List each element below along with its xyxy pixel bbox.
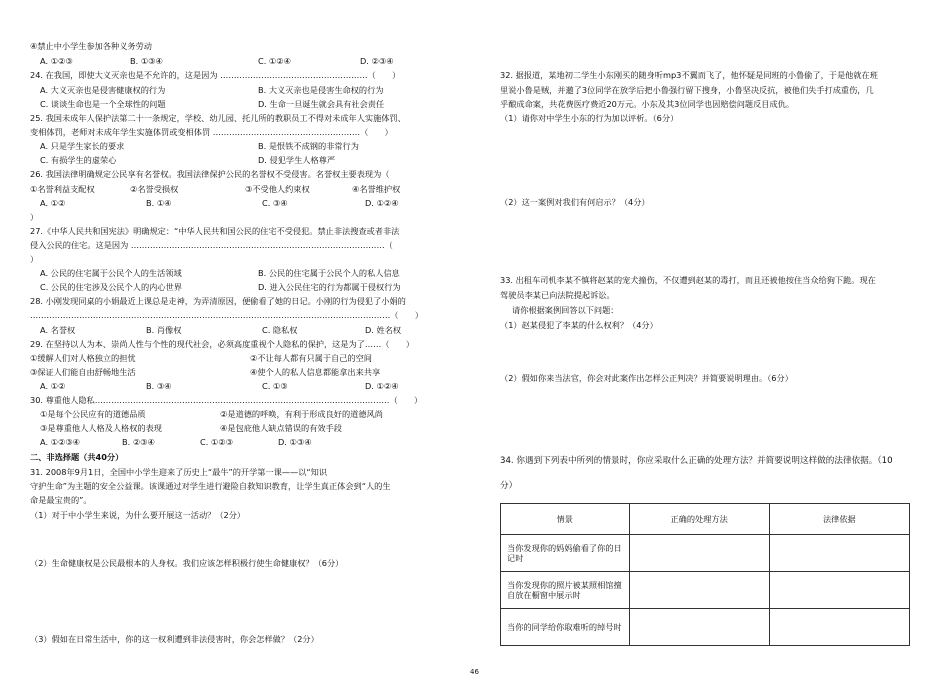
option-c: C. 公民的住宅涉及公民个人的内心世界	[40, 282, 182, 292]
choice-3: ③是尊重他人人格及人格权的表现	[40, 423, 162, 433]
q30-stem: 30. 尊重他人隐私………………………………………………………………………………………………（ ）	[30, 395, 423, 405]
option-b: B. ③④	[146, 381, 172, 391]
option-c: C. 隐私权	[262, 325, 298, 335]
q33-sub2: （2）假如你来当法官，你会对此案作出怎样公正判决？并简要说明理由。（6分）	[500, 373, 793, 383]
q34-stem-2: 分）	[500, 481, 518, 491]
header-situation: 情景	[501, 504, 630, 535]
q31-stem-2: 守护生命”为主题的安全公益课。该课通过对学生进行避险自救知识教育，让学生真正体会到“人的生	[30, 481, 391, 491]
option-b: B. 肖像权	[146, 325, 182, 335]
table-row	[501, 609, 910, 646]
choice-4: ④使个人的私人信息都能拿出来共享	[250, 367, 381, 377]
q33-stem-2: 驾驶员李某已向法院提起诉讼。	[500, 290, 615, 300]
table-header-row	[501, 504, 910, 535]
q25-stem-2: 变相体罚，老师对未成年学生实施体罚或变相体罚 ………………………………………………（ ）	[30, 127, 393, 137]
option-d: D. 姓名权	[365, 325, 402, 335]
option-a: A. ①②	[40, 198, 66, 208]
option-a: A. ①②	[40, 381, 66, 391]
option-b: B. 公民的住宅属于公民个人的私人信息	[258, 268, 400, 278]
q26-end: ）	[30, 212, 39, 222]
answer-cell[interactable]	[769, 535, 909, 572]
q29-stem: 29. 在坚持以人为本、崇尚人性与个性的现代社会，必须高度重视个人隐私的保护，这是为了……（ ）	[30, 339, 415, 349]
option-c: C. ①②④	[258, 56, 291, 66]
answer-cell[interactable]	[769, 609, 909, 646]
option-c: C. ①②③	[200, 437, 233, 447]
q31-stem-1: 31. 2008年9月1日，全国中小学生迎来了历史上“最牛”的开学第一课——以“知识	[30, 467, 328, 477]
q33-sub1: （1）赵某侵犯了李某的什么权利？（4分）	[500, 320, 658, 330]
table-row	[501, 572, 910, 609]
option-b: B. ①④	[146, 198, 172, 208]
q27-stem-3: ）	[30, 254, 39, 264]
header-method: 正确的处理方法	[629, 504, 769, 535]
choice-1: ①名誉利益支配权	[30, 184, 95, 194]
option-c: C. 有损学生的虚荣心	[40, 155, 117, 165]
q23-item4: ④禁止中小学生参加各种义务劳动	[30, 41, 152, 51]
answer-cell[interactable]	[629, 572, 769, 609]
q32-stem-1: 32. 据报道，某地初二学生小东刚买的随身听mp3不翼而飞了，他怀疑是同班的小鲁偷了，于是他就在班	[500, 70, 878, 80]
q32-stem-3: 乎酿成命案，共花费医疗费近20万元。小东及其3位同学也因赔偿问题反目成仇。	[500, 99, 795, 109]
q28-stem-2: ……………………………………………………………………………………………………………………（ ）	[30, 310, 424, 320]
q24-stem: 24. 在我国，即使大义灭亲也是不允许的，这是因为 ………………………………………………（ ）	[30, 70, 401, 80]
q31-sub2: （2）生命健康权是公民最根本的人身权。我们应该怎样积极行使生命健康权？（6分）	[30, 558, 344, 568]
q32-sub1: （1）请你对中学生小东的行为加以评析。（6分）	[500, 113, 679, 123]
option-d: D. ①②④	[365, 381, 399, 391]
q34-stem-1: 34. 你遇到下列表中所列的情景时，你应采取什么正确的处理方法？并简要说明这样做的法律依据。（10	[500, 456, 893, 466]
option-a: A. ①②③	[40, 56, 73, 66]
header-legal-basis: 法律依据	[769, 504, 909, 535]
q28-stem-1: 28. 小刚发现同桌的小娟最近上课总是走神，为弄清原因，便偷看了她的日记。小刚的行为侵犯了小娟的	[30, 296, 406, 306]
table-row	[501, 535, 910, 572]
q25-stem-1: 25. 我国未成年人保护法第二十一条规定，学校、幼儿园、托儿所的教职员工不得对未成年人实施体罚、	[30, 113, 406, 123]
option-b: B. ①③④	[130, 56, 163, 66]
choice-4: ④是包庇他人缺点错误的有效手段	[220, 423, 342, 433]
option-d: D. 进入公民住宅的行为都属于侵权行为	[258, 282, 401, 292]
q27-stem-1: 27.《中华人民共和国宪法》明确规定：“中华人民共和国公民的住宅不受侵犯。禁止非法搜查或者非法	[30, 226, 400, 236]
choice-2: ②不让每人都有只属于自己的空间	[250, 353, 372, 363]
option-a: A. ①②③④	[40, 437, 81, 447]
situation-cell: 当你发现你的妈妈偷看了你的日记时	[501, 535, 630, 572]
choice-1: ①是每个公民应有的道德品质	[40, 409, 146, 419]
q32-stem-2: 里说小鲁是贼，并邀了3位同学在放学后把小鲁强行留下搜身，小鲁坚决反抗，被他们失手打成重伤，几	[500, 85, 874, 95]
situation-table	[500, 503, 910, 646]
option-d: D. ①②④	[365, 198, 399, 208]
choice-1: ①缓解人们对人格独立的担忧	[30, 353, 136, 363]
option-b: B. 大义灭亲也是侵害生命权的行为	[258, 85, 384, 95]
answer-cell[interactable]	[629, 535, 769, 572]
page-number: 46	[470, 668, 479, 676]
choice-3: ③不受他人约束权	[245, 184, 310, 194]
option-b: B. ②③④	[122, 437, 155, 447]
option-c: C. ③④	[262, 198, 288, 208]
q33-instruction: 请你根据案例回答以下问题：	[512, 305, 619, 315]
option-a: A. 公民的住宅属于公民个人的生活领域	[40, 268, 182, 278]
option-a: A. 名誉权	[40, 325, 76, 335]
section-heading: 二、非选择题（共40分）	[30, 452, 124, 462]
q31-stem-3: 命是最宝贵的”。	[30, 495, 92, 505]
option-b: B. 是恨铁不成钢的非常行为	[258, 141, 359, 151]
q26-stem: 26. 我国法律明确规定公民享有名誉权。我国法律保护公民的名誉权不受侵害。名誉权主要表现为（	[30, 169, 390, 179]
answer-cell[interactable]	[769, 572, 909, 609]
choice-2: ②是道德的呼唤，有利于形成良好的道德风尚	[220, 409, 383, 419]
choice-4: ④名誉维护权	[352, 184, 401, 194]
option-d: D. ②③④	[360, 56, 394, 66]
situation-cell: 当你发现你的照片被某照相馆擅自放在橱窗中展示时	[501, 572, 630, 609]
q31-sub1: （1）对于中小学生来说，为什么要开展这一活动？（2分）	[30, 510, 246, 520]
choice-3: ③保证人们能自由舒畅地生活	[30, 367, 136, 377]
q31-sub3: （3）假如在日常生活中，你的这一权利遭到非法侵害时，你会怎样做？（2分）	[30, 634, 319, 644]
choice-2: ②名誉受损权	[130, 184, 179, 194]
option-c: C. 谈谈生命也是一个全球性的问题	[40, 99, 166, 109]
option-d: D. 侵犯学生人格尊严	[258, 155, 336, 165]
option-d: D. 生命一旦诞生就会具有社会责任	[258, 99, 385, 109]
option-d: D. ①③④	[278, 437, 312, 447]
q27-stem-2: 侵入公民的住宅。这是因为 …………………………………………………………………………………（	[30, 240, 393, 250]
q32-sub2: （2）这一案例对我们有何启示？（4分）	[500, 197, 650, 207]
situation-cell: 当你的同学给你取难听的绰号时	[501, 609, 630, 646]
answer-cell[interactable]	[629, 609, 769, 646]
q33-stem-1: 33. 出租车司机李某不慎将赵某的宠犬撞伤，不仅遭到赵某的毒打，而且还被他按住当众给狗下跪。现在	[500, 275, 876, 285]
option-a: A. 大义灭亲也是侵害健康权的行为	[40, 85, 166, 95]
option-c: C. ①③	[262, 381, 288, 391]
option-a: A. 只是学生家长的要求	[40, 141, 125, 151]
